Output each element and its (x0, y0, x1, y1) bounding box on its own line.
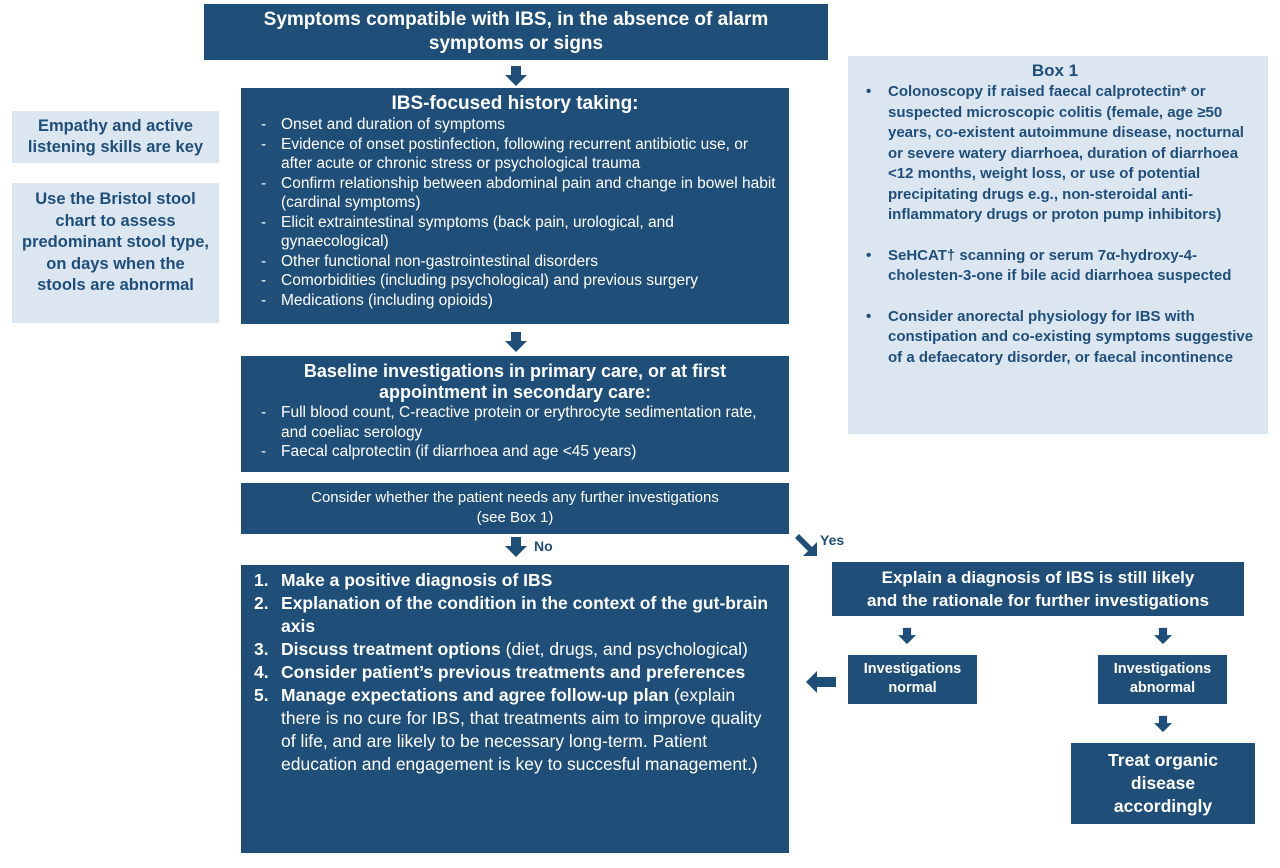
box1-item: • Colonoscopy if raised faecal calprotectin* or suspected microscopic colitis (female, age ≥50 years, co-existent autoimmune disease, nocturnal or severe watery diarrhoea, duration of diarrhoea <12 months, weight loss, or use of potential precipitating drugs e.g., non-steroidal anti-inflammatory drugs or proton pump inhibitors) (856, 82, 1254, 226)
bristol-box (12, 183, 219, 323)
arrow-diagonal-icon (795, 534, 821, 560)
arrow-down-icon (505, 537, 527, 557)
baseline-box (241, 356, 789, 472)
explain-box (832, 562, 1244, 616)
history-item: - Onset and duration of symptoms (249, 115, 781, 135)
box1-item: • Consider anorectal physiology for IBS with constipation and co-existing symptoms suggestive of a defaecatory disorder, or faecal incontinence (856, 307, 1254, 369)
baseline-title: Baseline investigations in primary care, or at first appointment in secondary care: (303, 361, 727, 402)
history-item: - Medications (including opioids) (249, 291, 781, 311)
box1-item: • SeHCAT† scanning or serum 7α-hydroxy-4-cholesten-3-one if bile acid diarrhoea suspected (856, 246, 1254, 287)
steps-box (241, 565, 789, 853)
history-item: - Comorbidities (including psychological) and previous surgery (249, 271, 781, 291)
history-item: - Elicit extraintestinal symptoms (back pain, urological, and gynaecological) (249, 213, 781, 252)
history-title: IBS-focused history taking: (391, 93, 639, 114)
step-item: 3. Discuss treatment options (diet, drugs, and psychological) (254, 639, 748, 659)
baseline-item: - Full blood count, C-reactive protein or erythrocyte sedimentation rate, and coeliac serology (249, 403, 781, 442)
bristol-text: Use the Bristol stool chart to assess predominant stool type, on days when the stools are abnormal (22, 190, 210, 294)
steps-list (245, 569, 779, 776)
arrow-down-icon (1154, 627, 1172, 645)
box1-list (856, 82, 1254, 368)
box1 (848, 56, 1268, 434)
top-line-2: symptoms or signs (428, 33, 604, 54)
no-label: No (534, 538, 553, 554)
step-item: 1. Make a positive diagnosis of IBS (254, 570, 553, 590)
arrow-down-icon (1154, 715, 1172, 733)
inv-normal-line-1: Investigations (863, 661, 962, 677)
investigations-normal-box (848, 655, 977, 704)
top-symptoms-box (204, 4, 828, 60)
consider-line-1: Consider whether the patient needs any further investigations (311, 489, 719, 506)
baseline-list (249, 403, 781, 462)
empathy-text: Empathy and active listening skills are key (27, 117, 204, 156)
arrow-down-icon (505, 66, 527, 86)
treat-text: Treat organic disease accordingly (1108, 750, 1218, 816)
step-item: 4. Consider patient’s previous treatments and preferences (254, 662, 746, 682)
consider-box (241, 483, 789, 534)
history-list (249, 115, 781, 310)
history-item: - Evidence of onset postinfection, following recurrent antibiotic use, or after acute or chronic stress or psychological trauma (249, 135, 781, 174)
step-item: 2. Explanation of the condition in the context of the gut-brain axis (254, 593, 769, 636)
inv-abnormal-line-2: abnormal (1129, 680, 1196, 696)
box1-title: Box 1 (1031, 61, 1079, 80)
explain-line-2: and the rationale for further investigations (867, 591, 1209, 610)
consider-line-2: (see Box 1) (476, 508, 554, 526)
explain-line-1: Explain a diagnosis of IBS is still likely (881, 568, 1195, 587)
investigations-abnormal-box (1098, 655, 1227, 704)
arrow-left-icon (806, 671, 836, 693)
history-item: - Confirm relationship between abdominal pain and change in bowel habit (cardinal symptoms) (249, 174, 781, 213)
inv-abnormal-line-1: Investigations (1113, 661, 1212, 677)
inv-normal-line-2: normal (888, 680, 937, 696)
treat-box (1071, 743, 1255, 824)
top-line-1: Symptoms compatible with IBS, in the absence of alarm (263, 9, 769, 30)
step-item: 5. Manage expectations and agree follow-up plan (explain there is no cure for IBS, that treatments aim to improve quality of life, and are likely to be necessary long-term. Patient education and engagement is key to succesful management.) (254, 685, 762, 774)
arrow-down-icon (505, 332, 527, 352)
baseline-item: - Faecal calprotectin (if diarrhoea and age <45 years) (249, 442, 781, 462)
empathy-box (12, 111, 219, 163)
history-box (241, 88, 789, 324)
history-item: - Other functional non-gastrointestinal disorders (249, 252, 781, 272)
yes-label: Yes (820, 532, 845, 548)
arrow-down-icon (898, 627, 916, 645)
